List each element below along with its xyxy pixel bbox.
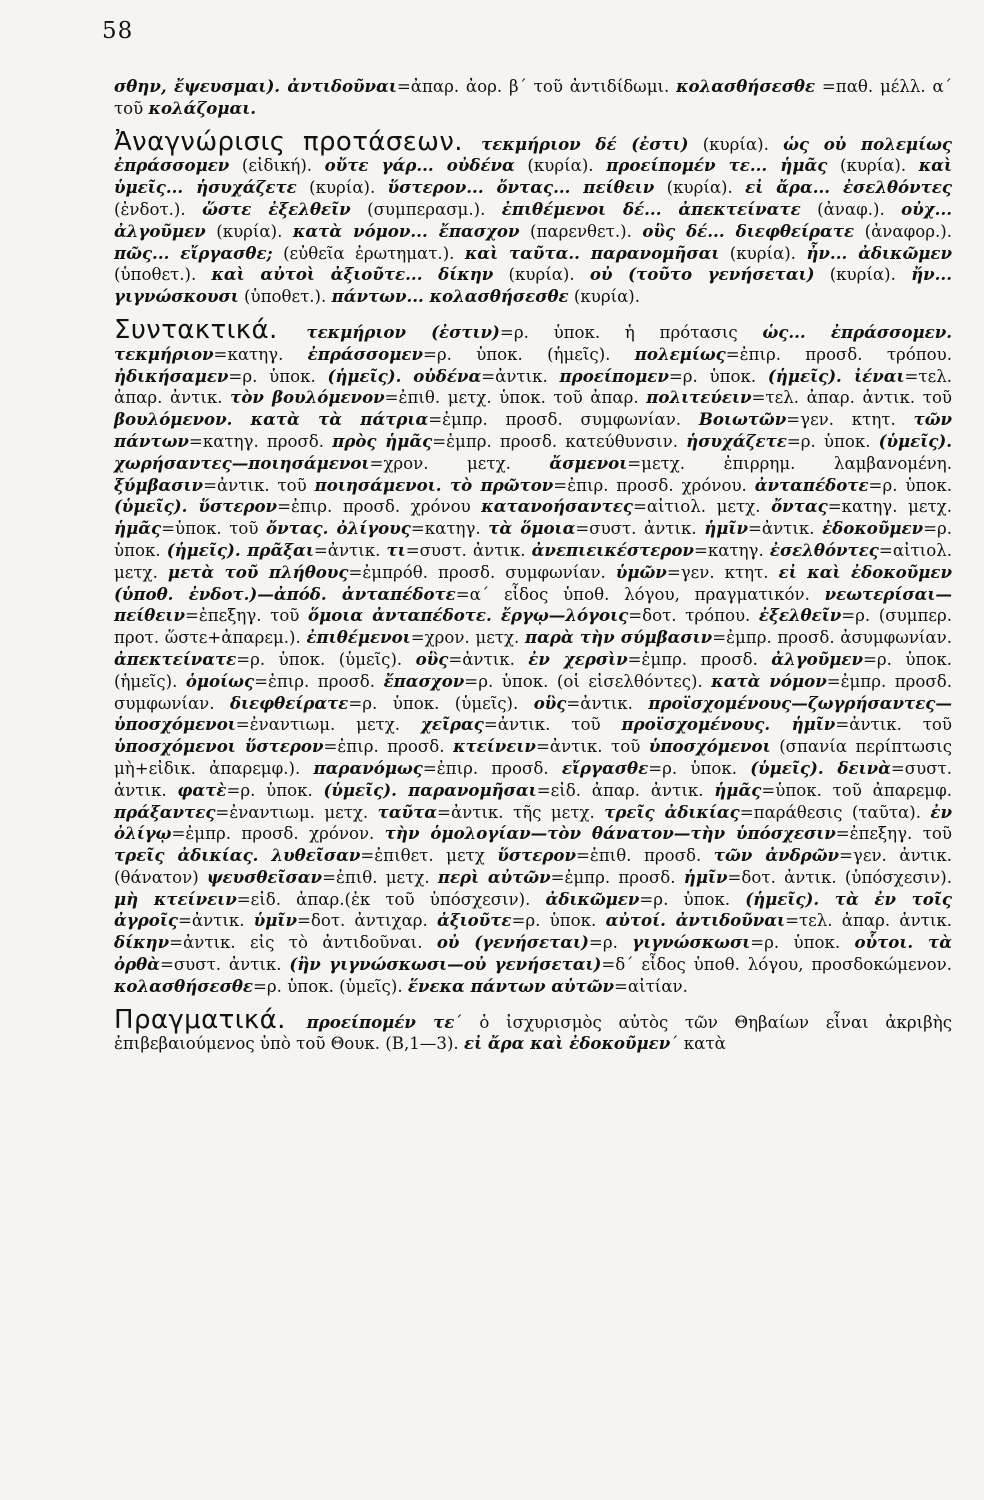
greek-term: εἰ ἄρα... ἐσελθόντες — [745, 177, 952, 198]
greek-term: προϊσχομένους—ζωγρήσαντες—ὑποσχόμενοι — [114, 692, 952, 735]
greek-term: τῶν ἀνδρῶν — [713, 845, 840, 866]
greek-term: οὐδένα — [413, 365, 482, 386]
annotation-text: =ἀντικ. — [747, 519, 823, 539]
annotation-text: (κυρία). — [296, 178, 388, 198]
annotation-text: =ἀντικ. εἰς τὸ ἀντιδοῦναι. — [169, 933, 437, 953]
annotation-text: =τελ. ἀπαρ. ἀντικ. — [785, 911, 952, 931]
annotation-text: =ρ. ὑποκ. — [511, 911, 606, 931]
greek-term: ὕστερον — [497, 845, 576, 866]
greek-term: κατὰ νόμον... ἔπασχον — [292, 220, 520, 241]
greek-term: προείπομέν τε — [306, 1011, 455, 1032]
greek-term: πρὸς ἡμᾶς — [332, 430, 433, 451]
greek-term: ἐπιθέμενοι δέ... ἀπεκτείνατε — [501, 198, 801, 219]
annotation-text: =χρον. μετχ. — [369, 453, 550, 473]
greek-term: ὅμοια ἀνταπέδοτε. ἔργῳ—λόγοις — [308, 605, 629, 626]
annotation-text: =ρ. — [588, 933, 633, 953]
greek-term: προείπομεν — [559, 365, 669, 386]
greek-term: (ἡμεῖς). ἰέναι — [767, 365, 905, 386]
annotation-text: =δοτ. ἀντιχαρ. — [296, 911, 438, 931]
greek-term: κατανοήσαντες — [481, 496, 633, 517]
annotation-text: (εὐθεῖα ἐρωτηματ.). — [272, 243, 465, 263]
annotation-text: =ἐπιθ. προσδ. — [575, 846, 714, 866]
greek-term: ὑμῶν — [615, 561, 667, 582]
greek-term: ἀνταπέδοτε — [754, 474, 869, 495]
annotation-text: =αἰτιολ. μετχ. — [632, 497, 772, 517]
annotation-text: =αἰτιολ. μετχ. — [114, 540, 953, 582]
greek-term: οὓς — [415, 648, 449, 669]
greek-term: οὓς δέ... διεφθείρατε — [642, 220, 855, 241]
greek-term: τεκμήριον δέ (ἐστι) — [481, 133, 689, 154]
greek-term: (ἡμεῖς). τὰ ἐν τοῖς ἀγροῖς — [114, 888, 952, 931]
greek-term: ὡς οὐ πολεμίως ἐπράσσομεν — [114, 133, 953, 176]
annotation-text: =ρ. ὑποκ. — [226, 780, 324, 800]
greek-term: ἡμῖν — [704, 518, 748, 539]
annotation-text: =συστ. ἀντικ. — [405, 540, 532, 560]
annotation-text: (κυρία). — [814, 265, 912, 285]
greek-term: τι — [386, 539, 406, 560]
annotation-text: =ρ. ὑποκ. — [750, 933, 855, 953]
greek-term: (ἢν γιγνώσκωσι—οὐ γενήσεται) — [289, 954, 602, 975]
annotation-text: =ἐπιθ. μετχ. ὑποκ. τοῦ ἀπαρ. — [384, 388, 647, 408]
syntaktika-paragraph — [114, 314, 953, 998]
annotation-text: =ἀντικ. τοῦ — [203, 475, 315, 495]
annotation-text: (κυρία). — [654, 178, 746, 198]
greek-term: κατὰ νόμον — [711, 670, 827, 691]
annotation-text: =γεν. κτητ. — [786, 410, 914, 430]
greek-term: ἀντιδοῦναι — [287, 76, 397, 96]
greek-term: ὑμῖν — [253, 910, 297, 931]
annotation-text: ΄ κατὰ — [670, 1034, 726, 1054]
annotation-text: =ἐπιθ. μετχ. — [322, 867, 438, 887]
annotation-text: =εἰδ. ἀπαρ. ἀντικ. — [536, 780, 715, 800]
greek-term: ἠδικήσαμεν — [114, 365, 229, 386]
annotation-text: =κατηγ. — [693, 540, 770, 560]
annotation-text: =ἀντικ. τοῦ — [535, 737, 649, 757]
annotation-text: =ὑποκ. τοῦ — [161, 519, 267, 539]
greek-term: ἐδοκοῦμεν — [822, 518, 924, 539]
annotation-text: =ἐμπρόθ. προσδ. συμφωνίαν. — [348, 562, 616, 582]
greek-term: εἴργασθε — [561, 757, 649, 778]
greek-term: πράξαντες — [114, 801, 216, 822]
greek-term: ἔπασχον — [383, 670, 465, 691]
annotation-text: =ἐπιρ. προσδ. — [422, 758, 562, 778]
annotation-text: (κυρία). — [719, 243, 807, 263]
annotation-text: =κατηγ. μετχ. — [827, 497, 952, 517]
annotation-text: =δ΄ εἶδος ὑποθ. λόγου, προσδοκώμενον. — [601, 955, 953, 975]
annotation-text: =κατηγ. — [410, 519, 489, 539]
annotation-text: (κυρία). — [493, 265, 590, 285]
greek-term: ὥστε ἐξελθεῖν — [202, 198, 351, 219]
annotation-text: =ἀντικ. τῆς μετχ. — [437, 802, 605, 822]
section-title: Πραγματικά. — [114, 1004, 286, 1035]
greek-term: προϊσχομένους. ἡμῖν — [621, 714, 836, 735]
section-title: Ἀναγνώρισις προτάσεων. — [114, 126, 463, 157]
greek-term: ἐν ὀλίγῳ — [114, 801, 953, 844]
annotation-text: =ἐμπρ. προσδ. συμφωνίαν. — [114, 671, 952, 713]
annotation-text: (παρενθετ.). — [519, 221, 643, 241]
annotation-text: =ἀντικ. — [448, 649, 529, 669]
greek-term: οὐ (γενήσεται) — [436, 932, 589, 953]
annotation-text: =ρ. ὑποκ. — [639, 889, 746, 909]
greek-term: οὐχ... ἀλγοῦμεν — [114, 198, 952, 241]
annotation-text: =ἀντικ. τοῦ — [483, 715, 622, 735]
annotation-text: =ἀπαρ. ἀορ. β΄ τοῦ ἀντιδίδωμι. — [396, 77, 677, 96]
annotation-text: =ἐπιρ. προσδ. χρόνου. — [553, 475, 755, 495]
annotation-text — [401, 367, 413, 386]
annotation-text: =γεν. κτητ. — [666, 562, 779, 582]
greek-term: ἤν... γιγνώσκουσι — [114, 264, 952, 307]
greek-term: καὶ ταῦτα.. παρανομῆσαι — [464, 242, 720, 263]
annotation-text: =ἐπιρ. προσδ. χρόνου — [277, 497, 482, 517]
greek-term: χεῖρας — [420, 714, 484, 735]
annotation-text: =ρ. ὑποκ. — [668, 366, 768, 386]
annotation-text: =ἀντικ. — [566, 693, 649, 713]
annotation-text: =παράθεσις (ταῦτα). — [739, 802, 931, 822]
greek-term: τῶν πάντων — [114, 409, 953, 451]
annotation-text: =ρ. ὑποκ. (ὑμεῖς). — [348, 693, 534, 713]
annotation-text: =γεν. ἀντικ. (θάνατον) — [114, 846, 952, 887]
annotation-text: =ἐμπρ. προσδ. χρόνον. — [171, 824, 385, 844]
greek-term: ἀδικῶμεν — [545, 888, 640, 909]
annotation-text: =ἐμπρ. προσδ. — [550, 867, 684, 887]
page-number: 58 — [102, 18, 134, 44]
greek-term: κτείνειν — [453, 736, 536, 757]
annotation-text: (ἀναφορ.). — [854, 221, 952, 241]
greek-term: ὄντας — [771, 496, 828, 517]
annotation-text: =ρ. ὑποκ. — [228, 366, 328, 386]
annotation-text: =δοτ. ἀντικ. (ὑπόσχεσιν). — [727, 867, 952, 887]
greek-term: τὰ ὅμοια — [488, 518, 576, 539]
greek-term: σθην, ἔψευσμαι). — [114, 76, 288, 96]
greek-term: (ὑμεῖς). παρανομῆσαι — [323, 779, 537, 800]
greek-term: εἰ ἄρα καὶ ἐδοκοῦμεν — [463, 1033, 671, 1054]
annotation-text: (κυρία). — [514, 156, 607, 176]
annotation-text: =συστ. ἀντικ. — [114, 758, 953, 800]
annotation-text: =τελ. ἀπαρ. ἀντικ. τοῦ — [751, 388, 953, 408]
greek-term: πολεμίως — [634, 343, 726, 364]
greek-term: οὓς — [533, 692, 567, 713]
annotation-text: =μετχ. ἐπιρρημ. λαμβανομένη. — [627, 453, 952, 473]
annotation-text: =ἐπεξηγ. τοῦ — [835, 824, 952, 844]
annotation-text: =ἐμπρ. προσδ. συμφωνίαν. — [428, 410, 699, 430]
annotation-text: (κυρία). — [205, 221, 293, 241]
annotation-text: =ἀντικ. — [313, 540, 387, 560]
annotation-text: =ἀντικ. — [177, 911, 254, 931]
greek-term: ὄντας. ὀλίγους — [266, 518, 411, 539]
annotation-text: =κατηγ. — [213, 344, 308, 364]
annotation-text: =ἐπιθετ. μετχ — [360, 846, 498, 866]
greek-term: φατὲ — [177, 779, 227, 800]
greek-term: τεκμήριον — [114, 343, 214, 364]
annotation-text: =ὑποκ. τοῦ ἀπαρεμφ. — [761, 780, 952, 800]
annotation-text: =δοτ. τρόπου. — [628, 606, 759, 626]
greek-term: κολάζομαι. — [148, 97, 257, 118]
annotation-text: (ὑποθετ.). — [238, 287, 332, 307]
greek-term: πολιτεύειν — [646, 387, 752, 408]
annotation-text: =ρ. ὑποκ. (ἡμεῖς). — [114, 649, 952, 691]
greek-term: διεφθείρατε — [229, 692, 349, 713]
greek-term: ποιησάμενοι. τὸ πρῶτον — [314, 474, 554, 495]
greek-term: Βοιωτῶν — [698, 409, 787, 430]
annotation-text: =ἐμπρ. προσδ. ἀσυμφωνίαν. — [712, 628, 952, 648]
annotation-text: =ἐπιρ. προσδ. — [323, 737, 454, 757]
annotation-text: =ρ. ὑποκ. ἡ πρότασις — [499, 322, 763, 342]
greek-term: (ἡμεῖς). πρᾶξαι — [166, 539, 314, 560]
greek-term: καὶ αὐτοὶ ἀξιοῦτε... δίκην — [211, 264, 494, 285]
greek-term: ἡσυχάζετε — [686, 430, 787, 451]
annotation-text: =εἰδ. ἀπαρ.(ἐκ τοῦ ὑπόσχεσιν). — [236, 889, 546, 909]
annotation-text: =συστ. ἀντικ. — [575, 519, 705, 539]
annotation-text: (εἰδική). — [229, 156, 325, 176]
greek-term: ὑποσχόμενοι ὕστερον — [114, 736, 324, 757]
greek-term: ἐπράσσομεν — [307, 343, 423, 364]
annotation-text: =ἐναντιωμ. μετχ. — [235, 715, 421, 735]
greek-term: παρὰ τὴν σύμβασιν — [524, 627, 713, 648]
annotation-text: =ἐπιρ. προσδ. τρόπου. — [725, 344, 952, 364]
annotation-text: (κυρία). — [688, 134, 784, 154]
annotation-text: =ρ. ὑποκ. (ὑμεῖς). — [253, 976, 408, 996]
greek-term: περὶ αὐτῶν — [437, 866, 551, 887]
greek-term: ἦν... ἀδικῶμεν — [806, 242, 953, 263]
pragmatika-paragraph — [114, 1004, 952, 1056]
annotation-text: =ρ. ὑποκ. — [648, 758, 751, 778]
greek-term: ἀπεκτείνατε — [114, 648, 237, 669]
annotation-text: (ἀναφ.). — [800, 199, 902, 219]
greek-term: αὐτοί. ἀντιδοῦναι — [605, 910, 786, 931]
greek-term: ἀξιοῦτε — [437, 910, 512, 931]
greek-term: ὡς... ἐπράσσομεν. — [762, 321, 952, 342]
greek-term: ὕστερον... ὄντας... πείθειν — [387, 177, 655, 198]
greek-term: παρανόμως — [313, 757, 423, 778]
annotation-text: =ρ. (συμπερ. προτ. ὥστε+ἀπαρεμ.). — [114, 606, 952, 648]
greek-term: πῶς... εἴργασθε; — [114, 242, 273, 263]
greek-term: ἄσμενοι — [549, 452, 628, 473]
annotation-text: ΄ ὁ ἰσχυρισμὸς αὐτὸς τῶν Θηβαίων εἶναι ἀκριβὴς ἐπιβεβαιούμενος ὑπὸ τοῦ Θουκ. (Β,1—3). — [114, 1012, 952, 1054]
annotation-text: =ἀντικ. τοῦ — [835, 715, 953, 735]
greek-term: ταῦτα — [377, 801, 438, 822]
greek-term: (ὑμεῖς). χωρήσαντες—ποιησάμενοι — [114, 430, 952, 473]
section-title: Συντακτικά. — [114, 314, 278, 345]
greek-term: ξύμβασιν — [114, 474, 204, 495]
annotation-text: =ρ. ὑποκ. (οἱ εἰσελθόντες). — [464, 671, 712, 691]
annotation-text: =α΄ εἶδος ὑποθ. λόγου, πραγματικόν. — [455, 584, 825, 604]
greek-term: δίκην — [114, 932, 170, 953]
greek-term: (ὑμεῖς). δεινὰ — [750, 757, 891, 778]
annotation-text: =κατηγ. προσδ. — [188, 431, 333, 451]
greek-term: μὴ κτείνειν — [114, 888, 237, 909]
intro-paragraph — [114, 76, 952, 120]
greek-term: ἐν χερσὶν — [528, 648, 628, 669]
greek-term: τρεῖς ἀδικίας. λυθεῖσαν — [114, 845, 361, 866]
annotation-text: (κυρία). — [827, 156, 919, 176]
annotation-text: (ἐνδοτ.). — [114, 199, 203, 219]
annotation-text: =ἐπιρ. προσδ. — [254, 671, 384, 691]
annotation-text: =ρ. ὑποκ. (ἡμεῖς). — [422, 344, 635, 364]
annotation-text: (σπανία περίπτωσις μὴ+εἰδικ. ἀπαρεμφ.). — [114, 737, 952, 778]
greek-term: προείπομέν τε... ἡμᾶς — [606, 155, 828, 176]
greek-term: ἡμῖν — [683, 866, 728, 887]
annotation-text: =ρ. ὑποκ. — [868, 475, 952, 495]
annotation-text: =ἐμπρ. προσδ. κατεύθυνσιν. — [432, 431, 687, 451]
greek-term: ἐσελθόντες — [769, 539, 879, 560]
greek-term: (ὑμεῖς). ὕστερον — [114, 496, 278, 517]
annotation-text: =τελ. ἀπαρ. ἀντικ. — [114, 366, 953, 408]
greek-term: ἐξελθεῖν — [758, 605, 842, 626]
greek-term: ψευσθεῖσαν — [206, 866, 323, 887]
annotation-text: =αἰτίαν. — [614, 976, 688, 996]
greek-term: ἕνεκα πάντων αὐτῶν — [407, 975, 615, 996]
greek-term: τὸν βουλόμενον — [230, 387, 385, 408]
page-content — [114, 76, 952, 1055]
greek-term: οὔτε γάρ... οὐδένα — [324, 155, 515, 176]
annotation-text: =ρ. ὑποκ. — [786, 431, 879, 451]
annotation-text: =ἐμπρ. προσδ. — [627, 649, 772, 669]
annotation-text: =ρ. ὑποκ. (ὑμεῖς). — [236, 649, 416, 669]
greek-term: καὶ ὑμεῖς... ἡσυχάζετε — [114, 155, 952, 198]
greek-term: οὗτοι. τὰ ὀρθὰ — [114, 932, 952, 975]
greek-term: ἀλγοῦμεν — [771, 648, 863, 669]
annotation-text: =συστ. ἀντικ. — [159, 955, 290, 975]
greek-term: τρεῖς ἀδικίας — [604, 801, 740, 822]
greek-term: οὐ (τοῦτο γενήσεται) — [589, 264, 815, 285]
greek-term: γιγνώσκωσι — [632, 932, 751, 953]
greek-term: τὴν ὁμολογίαν—τὸν θάνατον—τὴν ὑπόσχεσιν — [384, 823, 836, 844]
greek-term: ὑποσχόμενοι — [648, 736, 771, 757]
greek-term: ἐπιθέμενοι — [306, 627, 411, 648]
annotation-text: =παθ. μέλλ. α΄ τοῦ — [114, 77, 952, 118]
annotation-text: =ἐπεξηγ. τοῦ — [184, 606, 308, 626]
annotation-text: (κυρία). — [568, 287, 641, 307]
greek-term: βουλόμενον. κατὰ τὰ πάτρια — [114, 409, 429, 430]
annotation-text: (συμπερασμ.). — [350, 199, 502, 219]
greek-term: νεωτερίσαι—πείθειν — [114, 583, 952, 626]
greek-term: τεκμήριον (ἐστιν) — [306, 321, 500, 342]
greek-term: (ἡμεῖς). — [327, 365, 402, 386]
greek-term: κολασθήσεσθε — [676, 76, 816, 96]
annotation-text: =ρ. ὑποκ. — [114, 519, 953, 560]
greek-term: κολασθήσεσθε — [114, 975, 253, 996]
greek-term: ἡμᾶς — [714, 779, 762, 800]
annotation-text: (ὑποθετ.). — [114, 265, 212, 285]
anagnorisis-paragraph — [114, 126, 953, 308]
annotation-text: =ἀντικ. — [481, 366, 560, 386]
annotation-text: =χρον. μετχ. — [410, 628, 525, 648]
greek-term: εἰ καὶ ἐδοκοῦμεν (ὑποθ. ἐνδοτ.)—ἀπόδ. ἀνταπέδοτε — [114, 561, 953, 604]
greek-term: ἡμᾶς — [114, 518, 162, 539]
greek-term: ὁμοίως — [185, 670, 255, 691]
greek-term: μετὰ τοῦ πλήθους — [167, 561, 349, 582]
greek-term: πάντων... κολασθήσεσθε — [331, 286, 569, 307]
greek-term: ἀνεπιεικέστερον — [531, 539, 694, 560]
annotation-text: =ἐναντιωμ. μετχ. — [215, 802, 378, 822]
